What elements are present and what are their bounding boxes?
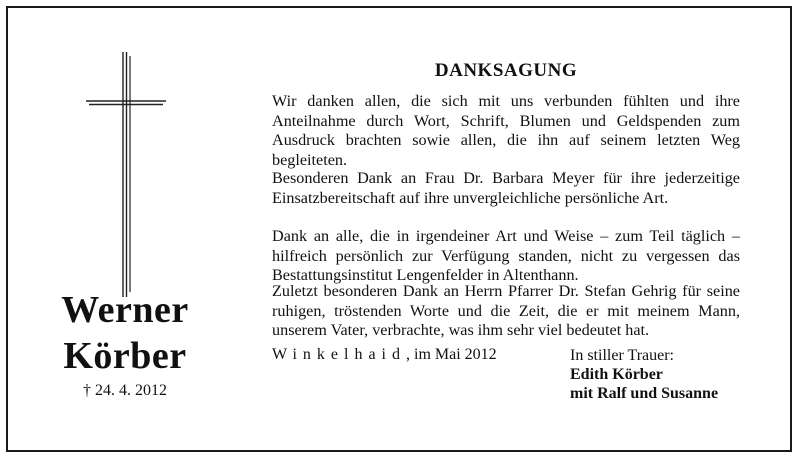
paragraph-thanks-pastor: Zuletzt besonderen Dank an Herrn Pfarrer Dr. Stefan Gehrig für seine ruhigen, tröstenden Worte und die Zeit, die er mit meinem Mann, unserem Vater, verbrachte, was ihm sehr viel bedeutet hat. [272, 282, 740, 339]
signature-block [570, 346, 718, 403]
paragraph-thanks-all: Wir danken allen, die sich mit uns verbunden fühlten und ihre Anteilnahme durch Wort, Schrift, Blumen und Geldspenden zum Ausdruck brachten sowie allen, die ihn auf seinem letzten Weg begleiteten. [272, 92, 740, 169]
paragraph-thanks-doctor: Besonderen Dank an Frau Dr. Barbara Meyer für ihre jederzeitige Einsatzbereitschaft auf ihre unvergleichliche persönliche Art. [272, 169, 740, 207]
place-date [272, 346, 497, 364]
deceased-first-name: Werner [61, 289, 189, 331]
paragraph-thanks-helpers: Dank an alle, die in irgendeiner Art und Weise – zum Teil täglich – hilfreich persönlich zur Verfügung standen, nicht zu vergessen das Bestattungsinstitut Lengenfelder in Altenthann. [272, 227, 740, 284]
signature-intro: In stiller Trauer: [570, 347, 674, 364]
place-name: Winkelhaid [272, 346, 406, 363]
notice-title: DANKSAGUNG [434, 60, 578, 81]
signature-family: mit Ralf und Susanne [570, 385, 719, 402]
cross-icon [86, 52, 166, 297]
death-date: † 24. 4. 2012 [83, 382, 167, 399]
signature-name: Edith Körber [570, 366, 663, 383]
date-text: , im Mai 2012 [406, 346, 497, 363]
deceased-last-name: Körber [63, 335, 187, 377]
